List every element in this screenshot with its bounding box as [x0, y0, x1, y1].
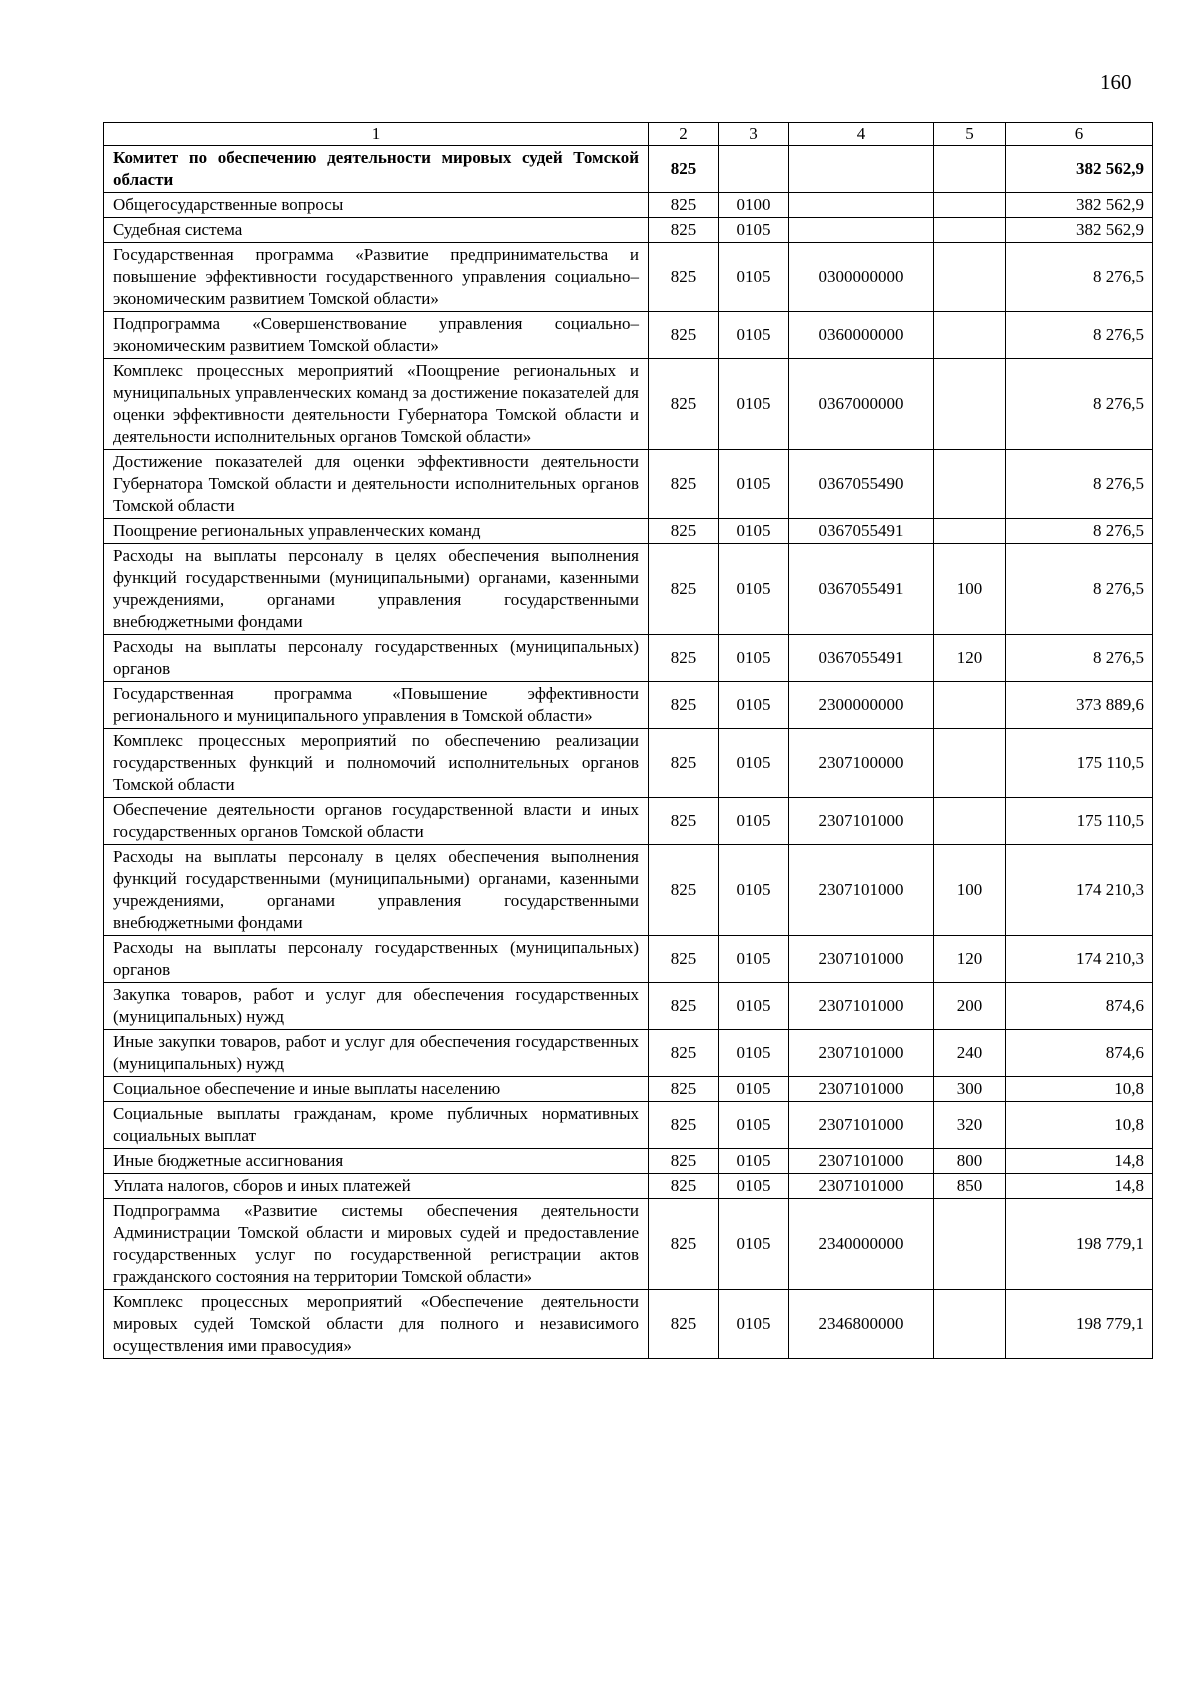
- target-article-cell: [789, 146, 934, 193]
- item-name-cell: Уплата налогов, сборов и иных платежей: [104, 1174, 649, 1199]
- table-row: [104, 1174, 1153, 1199]
- table-row: [104, 845, 1153, 936]
- ministry-code-cell: 825: [649, 729, 719, 798]
- section-code-cell: 0105: [719, 1290, 789, 1359]
- target-article-cell: 2307101000: [789, 1030, 934, 1077]
- ministry-code-cell: 825: [649, 1199, 719, 1290]
- table-row: [104, 1102, 1153, 1149]
- expense-type-cell: [934, 218, 1006, 243]
- table-row: [104, 1030, 1153, 1077]
- ministry-code-cell: 825: [649, 450, 719, 519]
- expense-type-cell: 320: [934, 1102, 1006, 1149]
- expense-type-cell: [934, 682, 1006, 729]
- table-row: [104, 312, 1153, 359]
- ministry-code-cell: 825: [649, 193, 719, 218]
- expense-type-cell: [934, 243, 1006, 312]
- section-code-cell: 0105: [719, 798, 789, 845]
- ministry-code-cell: 825: [649, 359, 719, 450]
- ministry-code-cell: 825: [649, 845, 719, 936]
- target-article-cell: 2307101000: [789, 1149, 934, 1174]
- item-name-cell: Обеспечение деятельности органов государственной власти и иных государственных органов Томской области: [104, 798, 649, 845]
- section-code-cell: 0105: [719, 1174, 789, 1199]
- amount-cell: 198 779,1: [1006, 1290, 1153, 1359]
- section-code-cell: 0105: [719, 1077, 789, 1102]
- target-article-cell: [789, 218, 934, 243]
- item-name-cell: Подпрограмма «Совершенствование управления социально–экономическим развитием Томской области»: [104, 312, 649, 359]
- table-row: [104, 193, 1153, 218]
- item-name-cell: Судебная система: [104, 218, 649, 243]
- table-row: [104, 1199, 1153, 1290]
- amount-cell: 382 562,9: [1006, 193, 1153, 218]
- expense-type-cell: [934, 1290, 1006, 1359]
- expense-type-cell: [934, 798, 1006, 845]
- amount-cell: 8 276,5: [1006, 450, 1153, 519]
- table-row: [104, 682, 1153, 729]
- amount-cell: 8 276,5: [1006, 544, 1153, 635]
- section-code-cell: 0105: [719, 1030, 789, 1077]
- item-name-cell: Иные бюджетные ассигнования: [104, 1149, 649, 1174]
- column-header: 1: [104, 123, 649, 146]
- target-article-cell: 2346800000: [789, 1290, 934, 1359]
- expense-type-cell: [934, 1199, 1006, 1290]
- column-header: 2: [649, 123, 719, 146]
- table-row: [104, 519, 1153, 544]
- budget-table: [103, 122, 1153, 1359]
- table-row: [104, 359, 1153, 450]
- expense-type-cell: 800: [934, 1149, 1006, 1174]
- amount-cell: 10,8: [1006, 1077, 1153, 1102]
- expense-type-cell: 240: [934, 1030, 1006, 1077]
- item-name-cell: Государственная программа «Повышение эффективности регионального и муниципального управления в Томской области»: [104, 682, 649, 729]
- ministry-code-cell: 825: [649, 635, 719, 682]
- expense-type-cell: [934, 193, 1006, 218]
- item-name-cell: Социальное обеспечение и иные выплаты населению: [104, 1077, 649, 1102]
- expense-type-cell: [934, 729, 1006, 798]
- column-header: 5: [934, 123, 1006, 146]
- section-code-cell: 0105: [719, 845, 789, 936]
- table-row: [104, 1149, 1153, 1174]
- target-article-cell: 2307101000: [789, 936, 934, 983]
- item-name-cell: Государственная программа «Развитие предпринимательства и повышение эффективности государственного управления социально–экономическим развитием Томской области»: [104, 243, 649, 312]
- expense-type-cell: [934, 519, 1006, 544]
- target-article-cell: 2307101000: [789, 845, 934, 936]
- expense-type-cell: 100: [934, 544, 1006, 635]
- expense-type-cell: [934, 450, 1006, 519]
- item-name-cell: Комплекс процессных мероприятий «Обеспечение деятельности мировых судей Томской области для полного и независимого осуществления ими правосудия»: [104, 1290, 649, 1359]
- ministry-code-cell: 825: [649, 983, 719, 1030]
- section-code-cell: 0105: [719, 635, 789, 682]
- ministry-code-cell: 825: [649, 312, 719, 359]
- item-name-cell: Комплекс процессных мероприятий по обеспечению реализации государственных функций и полномочий исполнительных органов Томской области: [104, 729, 649, 798]
- budget-table-body: [104, 123, 1153, 1359]
- target-article-cell: 0300000000: [789, 243, 934, 312]
- target-article-cell: 2307101000: [789, 1102, 934, 1149]
- expense-type-cell: [934, 146, 1006, 193]
- target-article-cell: 2307101000: [789, 1174, 934, 1199]
- section-code-cell: 0105: [719, 218, 789, 243]
- target-article-cell: 2307101000: [789, 983, 934, 1030]
- section-code-cell: [719, 146, 789, 193]
- expense-type-cell: 850: [934, 1174, 1006, 1199]
- section-code-cell: 0105: [719, 1199, 789, 1290]
- ministry-code-cell: 825: [649, 1077, 719, 1102]
- amount-cell: 174 210,3: [1006, 845, 1153, 936]
- section-code-cell: 0105: [719, 983, 789, 1030]
- amount-cell: 174 210,3: [1006, 936, 1153, 983]
- column-header: 4: [789, 123, 934, 146]
- amount-cell: 14,8: [1006, 1149, 1153, 1174]
- target-article-cell: 0360000000: [789, 312, 934, 359]
- target-article-cell: 0367055491: [789, 519, 934, 544]
- section-code-cell: 0105: [719, 729, 789, 798]
- amount-cell: 175 110,5: [1006, 798, 1153, 845]
- amount-cell: 8 276,5: [1006, 312, 1153, 359]
- item-name-cell: Комплекс процессных мероприятий «Поощрение региональных и муниципальных управленческих команд за достижение показателей для оценки эффективности деятельности Губернатора Томской области и деятельности исполнительных органов Томской области»: [104, 359, 649, 450]
- item-name-cell: Расходы на выплаты персоналу государственных (муниципальных) органов: [104, 635, 649, 682]
- amount-cell: 382 562,9: [1006, 218, 1153, 243]
- target-article-cell: 2307100000: [789, 729, 934, 798]
- table-row: [104, 450, 1153, 519]
- item-name-cell: Достижение показателей для оценки эффективности деятельности Губернатора Томской области и деятельности исполнительных органов Томской области: [104, 450, 649, 519]
- amount-cell: 382 562,9: [1006, 146, 1153, 193]
- ministry-code-cell: 825: [649, 682, 719, 729]
- section-code-cell: 0105: [719, 312, 789, 359]
- section-code-cell: 0105: [719, 450, 789, 519]
- section-code-cell: 0105: [719, 682, 789, 729]
- ministry-code-cell: 825: [649, 1290, 719, 1359]
- ministry-code-cell: 825: [649, 243, 719, 312]
- item-name-cell: Поощрение региональных управленческих команд: [104, 519, 649, 544]
- column-number-row: [104, 123, 1153, 146]
- target-article-cell: 0367055491: [789, 544, 934, 635]
- target-article-cell: 2340000000: [789, 1199, 934, 1290]
- ministry-code-cell: 825: [649, 1174, 719, 1199]
- section-code-cell: 0105: [719, 359, 789, 450]
- table-row: [104, 798, 1153, 845]
- ministry-code-cell: 825: [649, 1102, 719, 1149]
- ministry-code-cell: 825: [649, 936, 719, 983]
- expense-type-cell: 120: [934, 635, 1006, 682]
- amount-cell: 373 889,6: [1006, 682, 1153, 729]
- expense-type-cell: 120: [934, 936, 1006, 983]
- section-code-cell: 0105: [719, 243, 789, 312]
- table-row: [104, 243, 1153, 312]
- column-header: 3: [719, 123, 789, 146]
- expense-type-cell: 100: [934, 845, 1006, 936]
- section-code-cell: 0105: [719, 544, 789, 635]
- ministry-code-cell: 825: [649, 1149, 719, 1174]
- item-name-cell: Закупка товаров, работ и услуг для обеспечения государственных (муниципальных) нужд: [104, 983, 649, 1030]
- item-name-cell: Иные закупки товаров, работ и услуг для обеспечения государственных (муниципальных) нужд: [104, 1030, 649, 1077]
- amount-cell: 175 110,5: [1006, 729, 1153, 798]
- section-code-cell: 0105: [719, 1102, 789, 1149]
- table-row: [104, 544, 1153, 635]
- table-row: [104, 1290, 1153, 1359]
- section-code-cell: 0105: [719, 1149, 789, 1174]
- item-name-cell: Социальные выплаты гражданам, кроме публичных нормативных социальных выплат: [104, 1102, 649, 1149]
- ministry-code-cell: 825: [649, 146, 719, 193]
- column-header: 6: [1006, 123, 1153, 146]
- item-name-cell: Расходы на выплаты персоналу в целях обеспечения выполнения функций государственными (муниципальными) органами, казенными учреждениями, органами управления государственными внебюджетными фондами: [104, 845, 649, 936]
- item-name-cell: Подпрограмма «Развитие системы обеспечения деятельности Администрации Томской области и мировых судей и предоставление государственных услуг по государственной регистрации актов гражданского состояния на территории Томской области»: [104, 1199, 649, 1290]
- section-code-cell: 0100: [719, 193, 789, 218]
- section-code-cell: 0105: [719, 519, 789, 544]
- target-article-cell: [789, 193, 934, 218]
- target-article-cell: 0367055490: [789, 450, 934, 519]
- target-article-cell: 2307101000: [789, 1077, 934, 1102]
- item-name-cell: Общегосударственные вопросы: [104, 193, 649, 218]
- amount-cell: 8 276,5: [1006, 243, 1153, 312]
- item-name-cell: Расходы на выплаты персоналу в целях обеспечения выполнения функций государственными (муниципальными) органами, казенными учреждениями, органами управления государственными внебюджетными фондами: [104, 544, 649, 635]
- target-article-cell: 2300000000: [789, 682, 934, 729]
- amount-cell: 874,6: [1006, 983, 1153, 1030]
- amount-cell: 8 276,5: [1006, 635, 1153, 682]
- item-name-cell: Комитет по обеспечению деятельности мировых судей Томской области: [104, 146, 649, 193]
- table-row: [104, 146, 1153, 193]
- ministry-code-cell: 825: [649, 218, 719, 243]
- table-row: [104, 218, 1153, 243]
- amount-cell: 8 276,5: [1006, 519, 1153, 544]
- target-article-cell: 2307101000: [789, 798, 934, 845]
- table-row: [104, 729, 1153, 798]
- section-code-cell: 0105: [719, 936, 789, 983]
- expense-type-cell: 300: [934, 1077, 1006, 1102]
- table-row: [104, 983, 1153, 1030]
- amount-cell: 198 779,1: [1006, 1199, 1153, 1290]
- ministry-code-cell: 825: [649, 1030, 719, 1077]
- expense-type-cell: [934, 359, 1006, 450]
- ministry-code-cell: 825: [649, 519, 719, 544]
- amount-cell: 8 276,5: [1006, 359, 1153, 450]
- amount-cell: 10,8: [1006, 1102, 1153, 1149]
- ministry-code-cell: 825: [649, 798, 719, 845]
- table-row: [104, 936, 1153, 983]
- table-row: [104, 635, 1153, 682]
- expense-type-cell: [934, 312, 1006, 359]
- page-number: 160: [1100, 70, 1132, 94]
- table-row: [104, 1077, 1153, 1102]
- amount-cell: 874,6: [1006, 1030, 1153, 1077]
- target-article-cell: 0367055491: [789, 635, 934, 682]
- ministry-code-cell: 825: [649, 544, 719, 635]
- item-name-cell: Расходы на выплаты персоналу государственных (муниципальных) органов: [104, 936, 649, 983]
- amount-cell: 14,8: [1006, 1174, 1153, 1199]
- expense-type-cell: 200: [934, 983, 1006, 1030]
- target-article-cell: 0367000000: [789, 359, 934, 450]
